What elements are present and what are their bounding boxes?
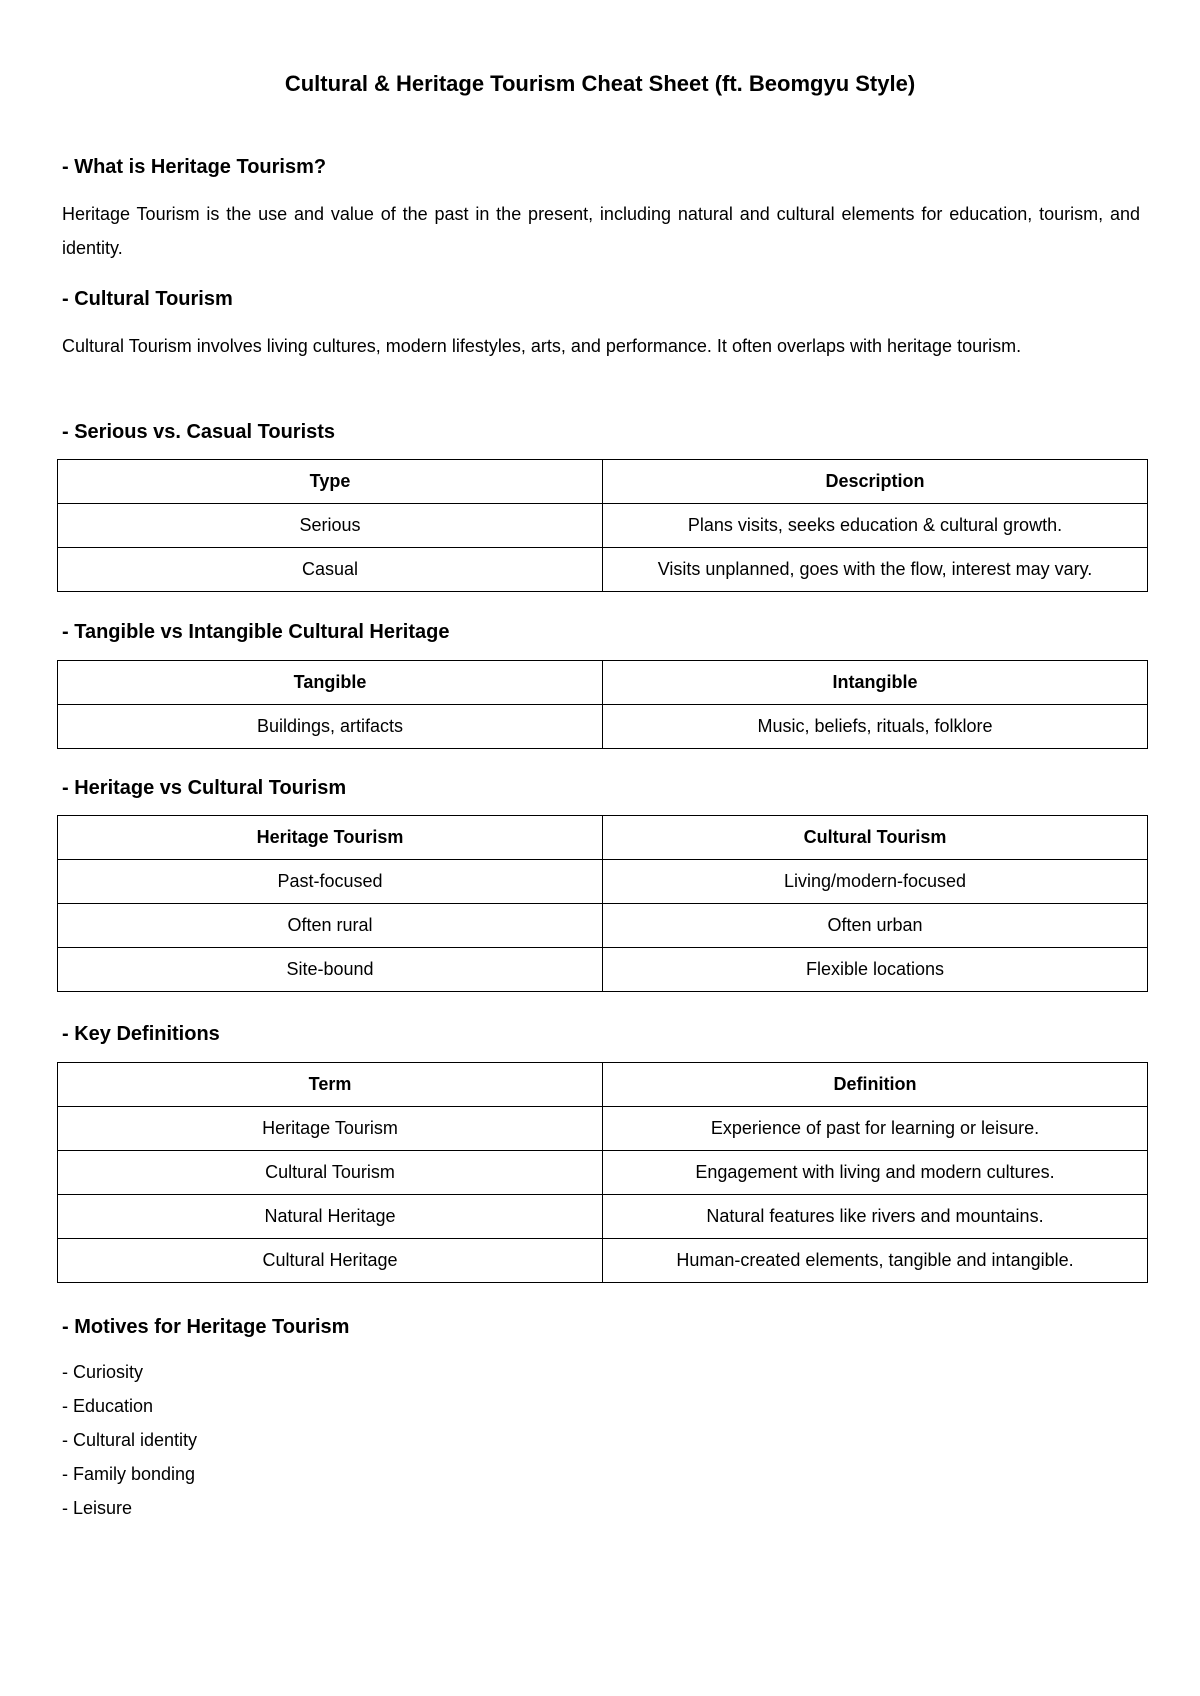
table-header-row	[58, 1063, 1148, 1107]
serious-casual-table	[57, 459, 1148, 592]
table-cell: Cultural Heritage	[58, 1239, 603, 1283]
paragraph-cultural-tourism: Cultural Tourism involves living cultures, modern lifestyles, arts, and performance. It often overlaps with heritage tourism.	[62, 336, 1022, 356]
list-item: - Cultural identity	[62, 1423, 197, 1457]
section-heading-heritage-vs-cultural: - Heritage vs Cultural Tourism	[62, 777, 347, 799]
table-cell: Natural Heritage	[58, 1195, 603, 1239]
section-heading-cultural-tourism: - Cultural Tourism	[62, 288, 233, 310]
table-header-cell: Cultural Tourism	[603, 816, 1148, 860]
section-heading-motives: - Motives for Heritage Tourism	[62, 1316, 350, 1338]
table-header-cell: Heritage Tourism	[58, 816, 603, 860]
table-row	[58, 1195, 1148, 1239]
table-cell: Serious	[58, 504, 603, 548]
key-definitions-table	[57, 1062, 1148, 1283]
table-cell: Flexible locations	[603, 948, 1148, 992]
motives-list	[62, 1355, 197, 1525]
table-cell: Experience of past for learning or leisure.	[603, 1107, 1148, 1151]
table-header-cell: Description	[603, 460, 1148, 504]
table-header-cell: Term	[58, 1063, 603, 1107]
table-cell: Casual	[58, 548, 603, 592]
list-item: - Education	[62, 1389, 197, 1423]
paragraph-what-is-heritage-tourism: Heritage Tourism is the use and value of the past in the present, including natural and cultural elements for education, tourism, and identity.	[62, 204, 1140, 258]
table-cell: Buildings, artifacts	[58, 705, 603, 749]
table-cell: Heritage Tourism	[58, 1107, 603, 1151]
table-cell: Past-focused	[58, 860, 603, 904]
table-header-cell: Intangible	[603, 661, 1148, 705]
table-header-row	[58, 816, 1148, 860]
section-heading-key-definitions: - Key Definitions	[62, 1023, 220, 1045]
table-row	[58, 860, 1148, 904]
table-header-cell: Tangible	[58, 661, 603, 705]
table-cell: Site-bound	[58, 948, 603, 992]
table-header-cell: Definition	[603, 1063, 1148, 1107]
tangible-intangible-table	[57, 660, 1148, 749]
table-header-row	[58, 460, 1148, 504]
table-row	[58, 1239, 1148, 1283]
table-cell: Visits unplanned, goes with the flow, interest may vary.	[603, 548, 1148, 592]
table-row	[58, 948, 1148, 992]
table-cell: Engagement with living and modern cultures.	[603, 1151, 1148, 1195]
document-title: Cultural & Heritage Tourism Cheat Sheet (ft. Beomgyu Style)	[284, 71, 916, 96]
table-row	[58, 1107, 1148, 1151]
table-cell: Music, beliefs, rituals, folklore	[603, 705, 1148, 749]
table-cell: Living/modern-focused	[603, 860, 1148, 904]
table-row	[58, 548, 1148, 592]
table-header-row	[58, 661, 1148, 705]
section-heading-what-is-heritage-tourism: - What is Heritage Tourism?	[62, 156, 327, 178]
table-cell: Human-created elements, tangible and intangible.	[603, 1239, 1148, 1283]
table-row	[58, 504, 1148, 548]
table-cell: Often urban	[603, 904, 1148, 948]
table-row	[58, 1151, 1148, 1195]
table-cell: Natural features like rivers and mountains.	[603, 1195, 1148, 1239]
list-item: - Curiosity	[62, 1355, 197, 1389]
table-row	[58, 904, 1148, 948]
list-item: - Leisure	[62, 1491, 197, 1525]
section-heading-serious-vs-casual: - Serious vs. Casual Tourists	[62, 421, 336, 443]
table-cell: Often rural	[58, 904, 603, 948]
section-heading-tangible-vs-intangible: - Tangible vs Intangible Cultural Heritage	[62, 621, 450, 643]
table-cell: Plans visits, seeks education & cultural growth.	[603, 504, 1148, 548]
table-header-cell: Type	[58, 460, 603, 504]
table-row	[58, 705, 1148, 749]
list-item: - Family bonding	[62, 1457, 197, 1491]
heritage-cultural-table	[57, 815, 1148, 992]
table-cell: Cultural Tourism	[58, 1151, 603, 1195]
